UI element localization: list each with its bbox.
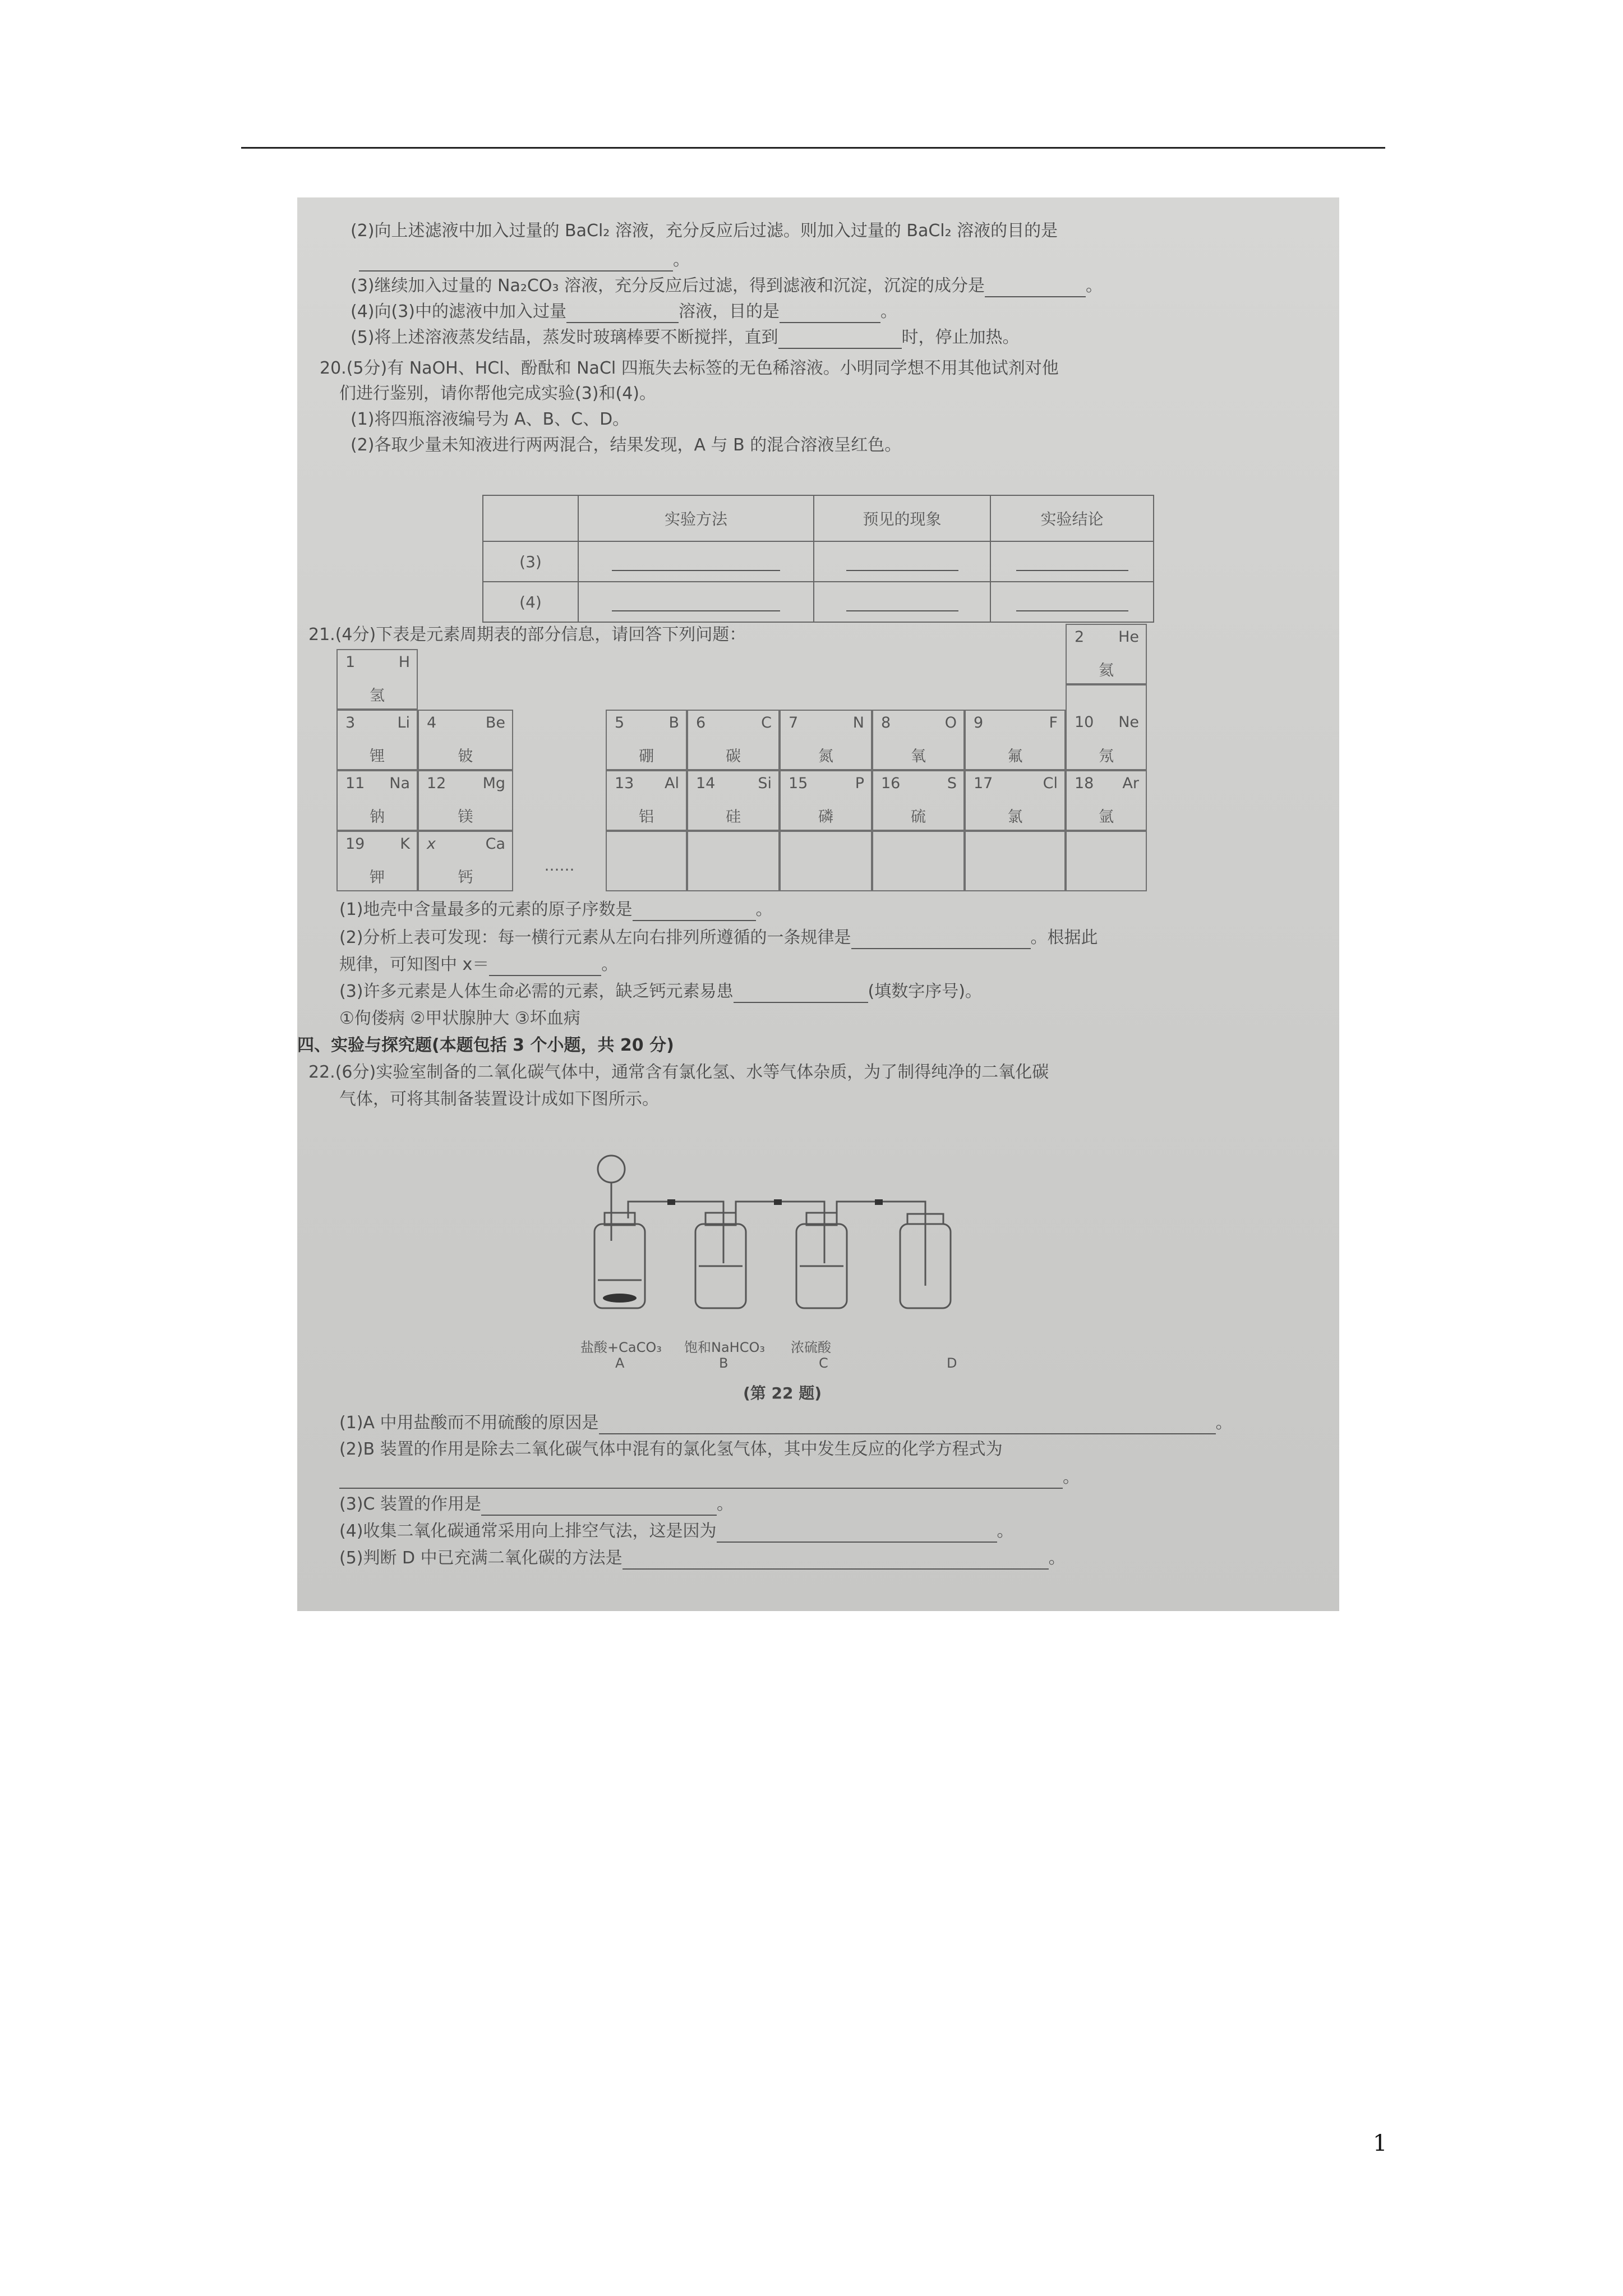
- q21-options: ①佝偻病 ②甲状腺肿大 ③坏血病: [339, 1009, 580, 1028]
- atomic-number: 3: [345, 714, 356, 731]
- q22-stem-2: 气体，可将其制备装置设计成如下图所示。: [339, 1089, 659, 1109]
- element-name: 钙: [458, 869, 473, 886]
- q21-sub-3-text-b: (填数字序号)。: [868, 982, 982, 1001]
- q19-line4-text-a: (4)向(3)中的滤液中加入过量: [351, 302, 566, 321]
- element-name: 硅: [726, 808, 741, 826]
- q22-sub-4-text: (4)收集二氧化碳通常采用向上排空气法，这是因为: [339, 1521, 717, 1541]
- section-heading: 四、实验与探究题(本题包括 3 个小题，共 20 分): [297, 1036, 674, 1055]
- q19-line5: [351, 326, 1020, 349]
- q19-line5-text-b: 时，停止加热。: [901, 328, 1020, 347]
- element-name: 氧: [911, 748, 926, 765]
- element-symbol: Na: [389, 775, 410, 792]
- atomic-number: 2: [1075, 628, 1085, 646]
- answer-blank: [846, 554, 958, 571]
- q22-stem-1: 22.(6分)实验室制备的二氧化碳气体中，通常含有氯化氢、水等气体杂质，为了制得纯净的二氧化碳: [308, 1062, 1049, 1082]
- q20-stem-1: 20.(5分)有 NaOH、HCl、酚酞和 NaCl 四瓶失去标签的无色稀溶液。小明同学想不用其他试剂对他: [320, 358, 1059, 378]
- q19-line2-answer: [359, 249, 690, 272]
- answer-blank: [481, 1499, 717, 1516]
- element-cell: [687, 770, 780, 831]
- table-row: [483, 582, 1154, 622]
- element-name: 镁: [458, 808, 473, 826]
- answer-blank: [1016, 554, 1128, 571]
- element-cell: [606, 710, 687, 770]
- element-name: 氟: [1007, 748, 1023, 765]
- element-symbol: B: [668, 714, 679, 731]
- atomic-number: 14: [696, 775, 716, 792]
- atomic-number: 11: [345, 775, 365, 792]
- element-symbol: Li: [397, 714, 410, 731]
- element-name: 碳: [726, 748, 741, 765]
- element-cell: [336, 770, 418, 831]
- table-header: 实验方法: [578, 495, 814, 541]
- atomic-number: x: [427, 835, 436, 853]
- empty-cell: [965, 831, 1066, 891]
- answer-blank: [778, 332, 902, 349]
- element-symbol: F: [1049, 714, 1058, 731]
- table-row: [483, 541, 1154, 582]
- q21-sub-2: [339, 927, 1098, 949]
- empty-cell: [872, 831, 965, 891]
- element-symbol: H: [398, 654, 410, 671]
- element-cell: [687, 710, 780, 770]
- element-cell: [418, 770, 513, 831]
- answer-cell: [814, 541, 990, 582]
- q21-sub-1-text: (1)地壳中含量最多的元素的原子序数是: [339, 900, 633, 919]
- element-name: 氩: [1099, 808, 1114, 826]
- atomic-number: 5: [615, 714, 625, 731]
- atomic-number: 10: [1075, 714, 1094, 731]
- gas-apparatus-diagram: [589, 1151, 1015, 1342]
- answer-blank: [846, 595, 958, 611]
- answer-blank: [339, 1472, 1063, 1489]
- element-cell: [1066, 684, 1147, 770]
- q22-sub-4: [339, 1520, 1014, 1543]
- punct: 。: [755, 900, 773, 919]
- q22-sub-3-text: (3)C 装置的作用是: [339, 1494, 481, 1514]
- row-label: (3): [483, 541, 578, 582]
- q19-line2: [351, 220, 1058, 242]
- q21-sub-2-text-b: 。根据此: [1030, 928, 1098, 947]
- q20-step-1: (1)将四瓶溶液编号为 A、B、C、D。: [351, 409, 630, 429]
- apparatus-d-label: D: [947, 1355, 957, 1371]
- element-cell: [336, 831, 418, 891]
- answer-cell: [990, 541, 1154, 582]
- q19-line3-text: (3)继续加入过量的 Na₂CO₃ 溶液，充分反应后过滤，得到滤液和沉淀，沉淀的成分是: [351, 276, 985, 296]
- q21-sub-3-text: (3)许多元素是人体生命必需的元素，缺乏钙元素易患: [339, 982, 734, 1001]
- q21-sub-2-cont: [339, 954, 618, 976]
- answer-blank: [734, 986, 868, 1003]
- q21-sub-2-text-c: 规律，可知图中 x＝: [339, 955, 490, 974]
- answer-blank: [1016, 595, 1128, 611]
- element-symbol: O: [944, 714, 957, 731]
- element-symbol: Ne: [1118, 714, 1139, 731]
- element-name: 钾: [370, 869, 385, 886]
- atomic-number: 12: [427, 775, 446, 792]
- atomic-number: 8: [881, 714, 891, 731]
- punct: 。: [1063, 1467, 1080, 1487]
- element-name: 铍: [458, 748, 473, 765]
- element-name: 钠: [370, 808, 385, 826]
- atomic-number: 18: [1075, 775, 1094, 792]
- element-symbol: P: [855, 775, 864, 792]
- punct: 。: [1048, 1548, 1066, 1568]
- element-cell: [780, 770, 872, 831]
- apparatus-b-label: B: [719, 1355, 728, 1371]
- punct: 。: [880, 302, 897, 321]
- atomic-number: 15: [789, 775, 808, 792]
- element-symbol: Si: [758, 775, 772, 792]
- apparatus-a-contents: 盐酸+CaCO₃: [580, 1340, 662, 1355]
- table-header: [483, 495, 578, 541]
- punct: 。: [716, 1494, 734, 1514]
- answer-blank: [489, 959, 601, 976]
- element-name: 硼: [639, 748, 654, 765]
- empty-cell: [687, 831, 780, 891]
- answer-blank: [599, 1418, 1216, 1434]
- element-symbol: Ca: [485, 835, 505, 853]
- answer-cell: [578, 541, 814, 582]
- element-name: 氯: [1007, 808, 1023, 826]
- empty-cell: [606, 831, 687, 891]
- q20-experiment-table: [482, 495, 1154, 623]
- apparatus-c-label: C: [819, 1355, 828, 1371]
- q22-sub-5-text: (5)判断 D 中已充满二氧化碳的方法是: [339, 1548, 623, 1568]
- element-symbol: S: [947, 775, 957, 792]
- q22-sub-2: (2)B 装置的作用是除去二氧化碳气体中混有的氯化氢气体，其中发生反应的化学方程式为: [339, 1439, 1003, 1459]
- ellipsis-cell: [513, 831, 606, 891]
- answer-blank: [633, 904, 756, 921]
- apparatus-a-label: A: [615, 1355, 625, 1371]
- element-cell: [336, 649, 418, 710]
- empty-cell: [1066, 831, 1147, 891]
- element-symbol: He: [1118, 628, 1139, 646]
- header-rule: [241, 147, 1385, 149]
- element-name: 氖: [1099, 748, 1114, 765]
- element-name: 锂: [370, 748, 385, 765]
- apparatus-c-contents: 浓硫酸: [791, 1340, 831, 1355]
- atomic-number: 13: [615, 775, 634, 792]
- q21-stem: 21.(4分)下表是元素周期表的部分信息，请回答下列问题：: [308, 625, 746, 645]
- q21-sub-3: [339, 981, 982, 1003]
- answer-blank: [985, 280, 1086, 297]
- atomic-number: 9: [974, 714, 984, 731]
- row-label: (4): [483, 582, 578, 622]
- element-name: 硫: [911, 808, 926, 826]
- q19-line4-text-b: 溶液，目的是: [679, 302, 780, 321]
- element-name: 氦: [1099, 662, 1114, 679]
- element-symbol: K: [400, 835, 410, 853]
- element-symbol: Cl: [1043, 775, 1058, 792]
- punct: 。: [997, 1521, 1014, 1541]
- answer-cell: [990, 582, 1154, 622]
- q20-stem-2: 们进行鉴别，请你帮他完成实验(3)和(4)。: [339, 384, 656, 403]
- answer-blank: [359, 255, 673, 272]
- q19-line4: [351, 301, 897, 323]
- element-symbol: C: [761, 714, 772, 731]
- element-symbol: Ar: [1122, 775, 1139, 792]
- table-header: 预见的现象: [814, 495, 990, 541]
- element-cell: [1066, 624, 1147, 684]
- atomic-number: 17: [974, 775, 993, 792]
- atomic-number: 16: [881, 775, 901, 792]
- answer-blank: [623, 1553, 1049, 1570]
- atomic-number: 4: [427, 714, 437, 731]
- element-cell: [418, 831, 513, 891]
- q21-sub-2-text: (2)分析上表可发现：每一横行元素从左向右排列所遵循的一条规律是: [339, 928, 851, 947]
- ellipsis: ……: [544, 857, 575, 875]
- element-cell: [606, 770, 687, 831]
- apparatus-b-contents: 饱和NaHCO₃: [684, 1340, 765, 1355]
- punct: 。: [673, 250, 690, 270]
- answer-blank: [717, 1526, 997, 1543]
- q22-sub-2-answer: [339, 1466, 1080, 1489]
- element-cell: [965, 710, 1066, 770]
- answer-blank: [780, 306, 880, 323]
- element-symbol: N: [852, 714, 864, 731]
- table-header: 实验结论: [990, 495, 1154, 541]
- element-cell: [418, 710, 513, 770]
- atomic-number: 1: [345, 654, 356, 671]
- punct: 。: [601, 955, 619, 974]
- element-symbol: Be: [485, 714, 505, 731]
- element-name: 氮: [818, 748, 833, 765]
- figure-caption: (第 22 题): [743, 1384, 822, 1402]
- answer-cell: [578, 582, 814, 622]
- atomic-number: 19: [345, 835, 365, 853]
- page-number: 1: [1373, 2131, 1387, 2156]
- element-cell: [872, 770, 965, 831]
- answer-blank: [612, 554, 780, 571]
- element-symbol: Al: [665, 775, 679, 792]
- element-name: 氢: [370, 687, 385, 705]
- answer-blank: [851, 932, 1031, 949]
- answer-blank: [612, 595, 780, 611]
- empty-cell: [780, 831, 872, 891]
- element-cell: [1066, 770, 1147, 831]
- q22-sub-3: [339, 1493, 734, 1516]
- atomic-number: 7: [789, 714, 799, 731]
- element-cell: [780, 710, 872, 770]
- q20-step-2: (2)各取少量未知液进行两两混合，结果发现，A 与 B 的混合溶液呈红色。: [351, 435, 902, 455]
- q19-line5-text-a: (5)将上述溶液蒸发结晶，蒸发时玻璃棒要不断搅拌，直到: [351, 328, 778, 347]
- q19-line2-text: (2)向上述滤液中加入过量的 BaCl₂ 溶液，充分反应后过滤。则加入过量的 BaCl₂ 溶液的目的是: [351, 221, 1058, 241]
- element-symbol: Mg: [482, 775, 505, 792]
- q22-sub-1: [339, 1412, 1233, 1434]
- element-name: 磷: [818, 808, 833, 826]
- punct: 。: [1215, 1413, 1233, 1433]
- element-name: 铝: [639, 808, 654, 826]
- answer-cell: [814, 582, 990, 622]
- q19-line3: [351, 275, 1103, 297]
- element-cell: [872, 710, 965, 770]
- atomic-number: 6: [696, 714, 706, 731]
- element-cell: [336, 710, 418, 770]
- element-cell: [965, 770, 1066, 831]
- scanned-exam-photo: [297, 197, 1339, 1611]
- answer-blank: [566, 306, 679, 323]
- punct: 。: [1086, 276, 1103, 296]
- q22-sub-5: [339, 1547, 1066, 1570]
- q21-sub-1: [339, 899, 773, 921]
- q22-sub-1-text: (1)A 中用盐酸而不用硫酸的原因是: [339, 1413, 599, 1433]
